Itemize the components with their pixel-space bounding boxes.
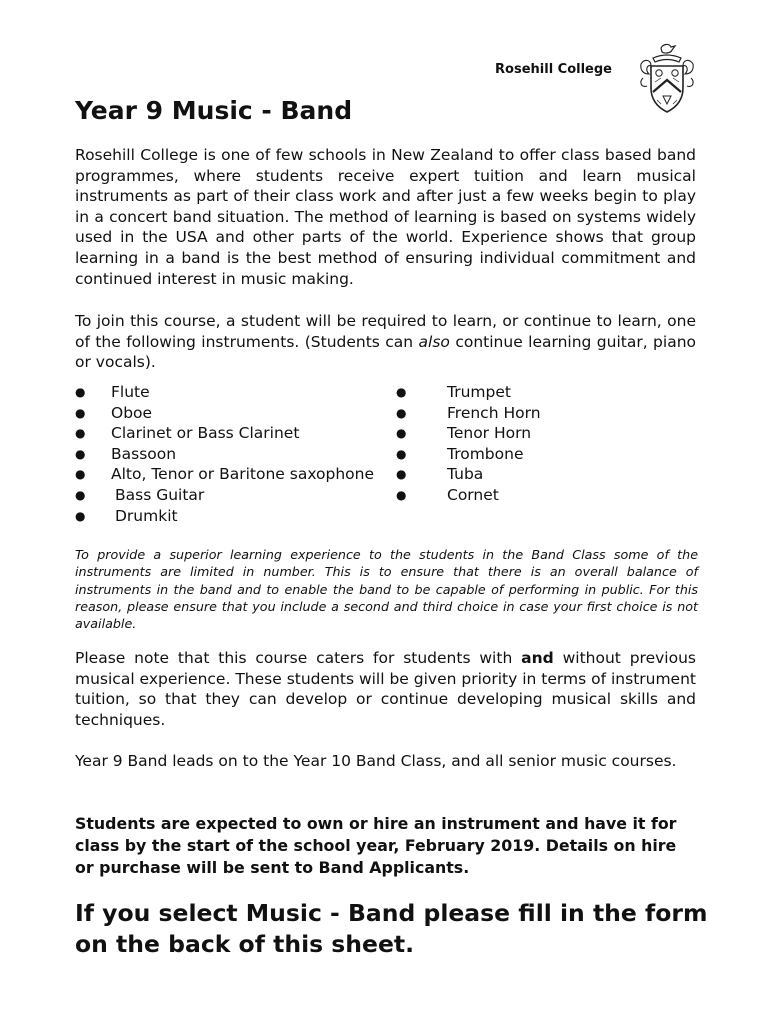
school-crest-icon (637, 42, 697, 114)
pathway-paragraph: Year 9 Band leads on to the Year 10 Band Class, and all senior music courses. (75, 752, 677, 770)
instrument-label: French Horn (447, 403, 541, 422)
bullet-icon: ● (396, 426, 407, 441)
instrument-label: Tenor Horn (447, 424, 532, 443)
experience-text-bold: and (521, 649, 554, 667)
instrument-label: Trumpet (447, 383, 511, 401)
page-title: Year 9 Music - Band (75, 96, 353, 125)
list-item (75, 403, 395, 424)
list-item (75, 485, 395, 506)
bullet-icon: ● (75, 446, 86, 461)
join-text-emphasis: also (418, 332, 450, 351)
bullet-icon: ● (75, 405, 86, 420)
list-item (396, 464, 656, 485)
instrument-label: Cornet (447, 485, 499, 504)
bullet-icon: ● (396, 487, 407, 502)
bullet-icon: ● (396, 405, 407, 420)
join-text-start: To join this course, a student will be required to learn, or continue to learn, one of the following instruments. (Students can (75, 312, 696, 351)
list-item (75, 506, 395, 527)
bullet-icon: ● (75, 385, 86, 399)
bullet-icon: ● (396, 385, 407, 399)
bullet-icon: ● (396, 446, 407, 461)
list-item (75, 382, 395, 403)
school-name: Rosehill College (495, 62, 612, 77)
list-item (75, 464, 395, 485)
instrument-label: Trombone (447, 444, 524, 463)
instrument-label: Tuba (447, 465, 484, 484)
list-item (396, 444, 656, 465)
join-text-end: continue learning guitar, piano or vocals). (75, 332, 696, 372)
instrument-label: Oboe (111, 403, 153, 422)
list-item (396, 382, 656, 403)
join-paragraph (75, 311, 696, 373)
instrument-label: Bassoon (111, 444, 177, 463)
bullet-icon: ● (75, 426, 86, 441)
instrument-requirement-note: Students are expected to own or hire an instrument and have it for class by the start of the school year, February 2019. Details on hire or purchase will be sent to Band Applicants. (75, 814, 677, 877)
instrument-label: Flute (111, 383, 150, 401)
instrument-limit-note: To provide a superior learning experience to the students in the Band Class some of the instruments are limited in number. This is to ensure that there is an overall balance of instruments in the band and to enable the band to be capable of performing in public. For this reason, please ensure that you include a second and third choice in case your first choice is not available. (75, 547, 698, 632)
intro-paragraph: Rosehill College is one of few schools in New Zealand to offer class based band programmes, where students receive expert tuition and learn musical instruments as part of their class work and after just a few weeks begin to play in a concert band situation. The method of learning is based on systems widely used in the USA and other parts of the world. Experience shows that group learning in a band is the best method of ensuring individual commitment and continued interest in music making. (75, 146, 696, 288)
experience-text-end: without previous musical experience. These students will be given priority in terms of instrument tuition, so that they can develop or continue developing musical skills and techniques. (75, 649, 696, 729)
experience-paragraph (75, 648, 696, 730)
list-item (75, 423, 395, 444)
bullet-icon: ● (75, 508, 86, 523)
list-item (75, 444, 395, 465)
instrument-label: Drumkit (115, 506, 178, 525)
instrument-list-left (75, 382, 395, 526)
list-item (396, 403, 656, 424)
instrument-label: Clarinet or Bass Clarinet (111, 424, 300, 443)
bullet-icon: ● (396, 467, 407, 482)
instrument-label: Bass Guitar (115, 485, 205, 504)
form-instruction: If you select Music - Band please fill in the form on the back of this sheet. (75, 899, 708, 958)
instrument-list-right (396, 382, 656, 506)
bullet-icon: ● (75, 487, 86, 502)
list-item (396, 485, 656, 506)
instrument-label: Alto, Tenor or Baritone saxophone (111, 465, 375, 484)
experience-text-start: Please note that this course caters for students with (75, 649, 522, 667)
bullet-icon: ● (75, 467, 86, 482)
list-item (396, 423, 656, 444)
